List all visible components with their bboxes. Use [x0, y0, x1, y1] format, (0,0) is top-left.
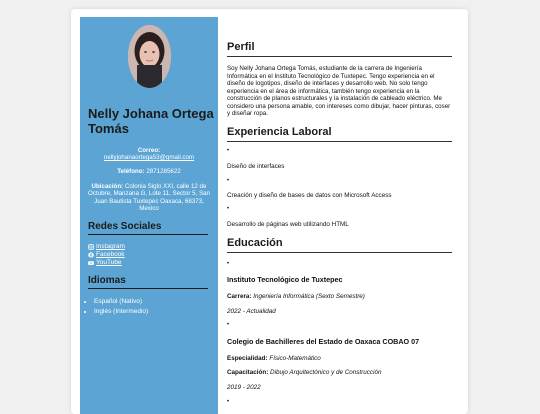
detail-label: Carrera: [227, 293, 252, 300]
social-list [88, 243, 125, 267]
detail-value: Dibujo Arquitectónico y de Construcción [270, 369, 382, 376]
educacion-heading: Educación [227, 237, 452, 253]
social-heading: Redes Sociales [88, 221, 208, 235]
phone-label: Teléfono: [117, 168, 145, 175]
phone-value: 2871285622 [146, 168, 181, 175]
location-label: Ubicación: [91, 183, 124, 190]
location-block [84, 183, 214, 213]
email-block [84, 147, 214, 162]
languages-list [88, 297, 148, 317]
detail-value: Ingeniería Informática (Sexto Semestre) [253, 293, 365, 300]
experience-item: Diseño de interfaces [227, 163, 285, 170]
detail-label: Capacitación: [227, 369, 269, 376]
school-period: 2019 - 2022 [227, 384, 261, 391]
email-link[interactable]: nellyjohanaortega53@gmail.com [103, 154, 195, 162]
sidebar [80, 17, 218, 414]
school-detail [227, 293, 365, 300]
experiencia-heading: Experiencia Laboral [227, 126, 452, 142]
experience-item: Creación y diseño de bases de datos con Microsoft Access [227, 192, 392, 199]
experience-item: Desarrollo de páginas web utilizando HTML [227, 221, 349, 228]
social-label: Instagram [96, 243, 125, 250]
bullet: • [227, 206, 230, 212]
email-label: Correo: [137, 147, 161, 154]
social-label: YouTube [96, 259, 122, 266]
perfil-text: Soy Nelly Johana Ortega Tomás, estudiante de la carrera de Ingeniería Informática en el Instituto Tecnológico de Tuxtepec. Tengo experiencia en el diseño de logotipos, diseño de interfaces y desarrollo web. No solo tengo experiencia en el área de informática, también tengo experiencia en la construcción de planos estructurales y la instalación de cableado eléctrico. Me considero una persona amable, con intereses como dibujar, hacer pinturas, coser y diseñar ropa. [227, 65, 451, 117]
bullet: • [227, 178, 230, 184]
resume-card [71, 9, 468, 414]
school-name: Colegio de Bachilleres del Estado de Oaxaca COBAO 07 [227, 337, 420, 346]
perfil-heading: Perfil [227, 41, 452, 57]
languages-heading: Idiomas [88, 275, 208, 289]
social-link-youtube[interactable] [88, 259, 125, 267]
bullet: • [227, 322, 230, 328]
main-content [227, 17, 453, 414]
avatar [128, 25, 171, 88]
instagram-icon [88, 244, 94, 250]
school-detail [227, 369, 381, 376]
profile-name: Nelly Johana Ortega Tomás [88, 106, 214, 136]
bullet: • [227, 148, 230, 154]
phone-block [84, 168, 214, 175]
social-label: Facebook [96, 251, 125, 258]
social-link-facebook[interactable] [88, 251, 125, 259]
language-item: • Inglés (Intermedio) [94, 307, 148, 317]
detail-value: Físico-Matemático [269, 355, 321, 362]
location-value: Colonia Siglo XXI, calle 12 de Octubre, Manzana G, Lote 11, Sector 5, San Juan Bautista Tuxtepec Oaxaca, 68373, Mexico [88, 183, 210, 213]
facebook-icon [88, 252, 94, 258]
bullet: • [227, 399, 230, 405]
school-period: 2022 - Actualidad [227, 308, 276, 315]
detail-label: Especialidad: [227, 355, 268, 362]
bullet: • [227, 261, 230, 267]
youtube-icon [88, 260, 94, 266]
language-item: • Español (Nativo) [94, 297, 148, 307]
social-link-instagram[interactable] [88, 243, 125, 251]
school-detail [227, 355, 321, 362]
avatar-photo [128, 25, 171, 88]
school-name: Instituto Tecnológico de Tuxtepec [227, 275, 343, 284]
